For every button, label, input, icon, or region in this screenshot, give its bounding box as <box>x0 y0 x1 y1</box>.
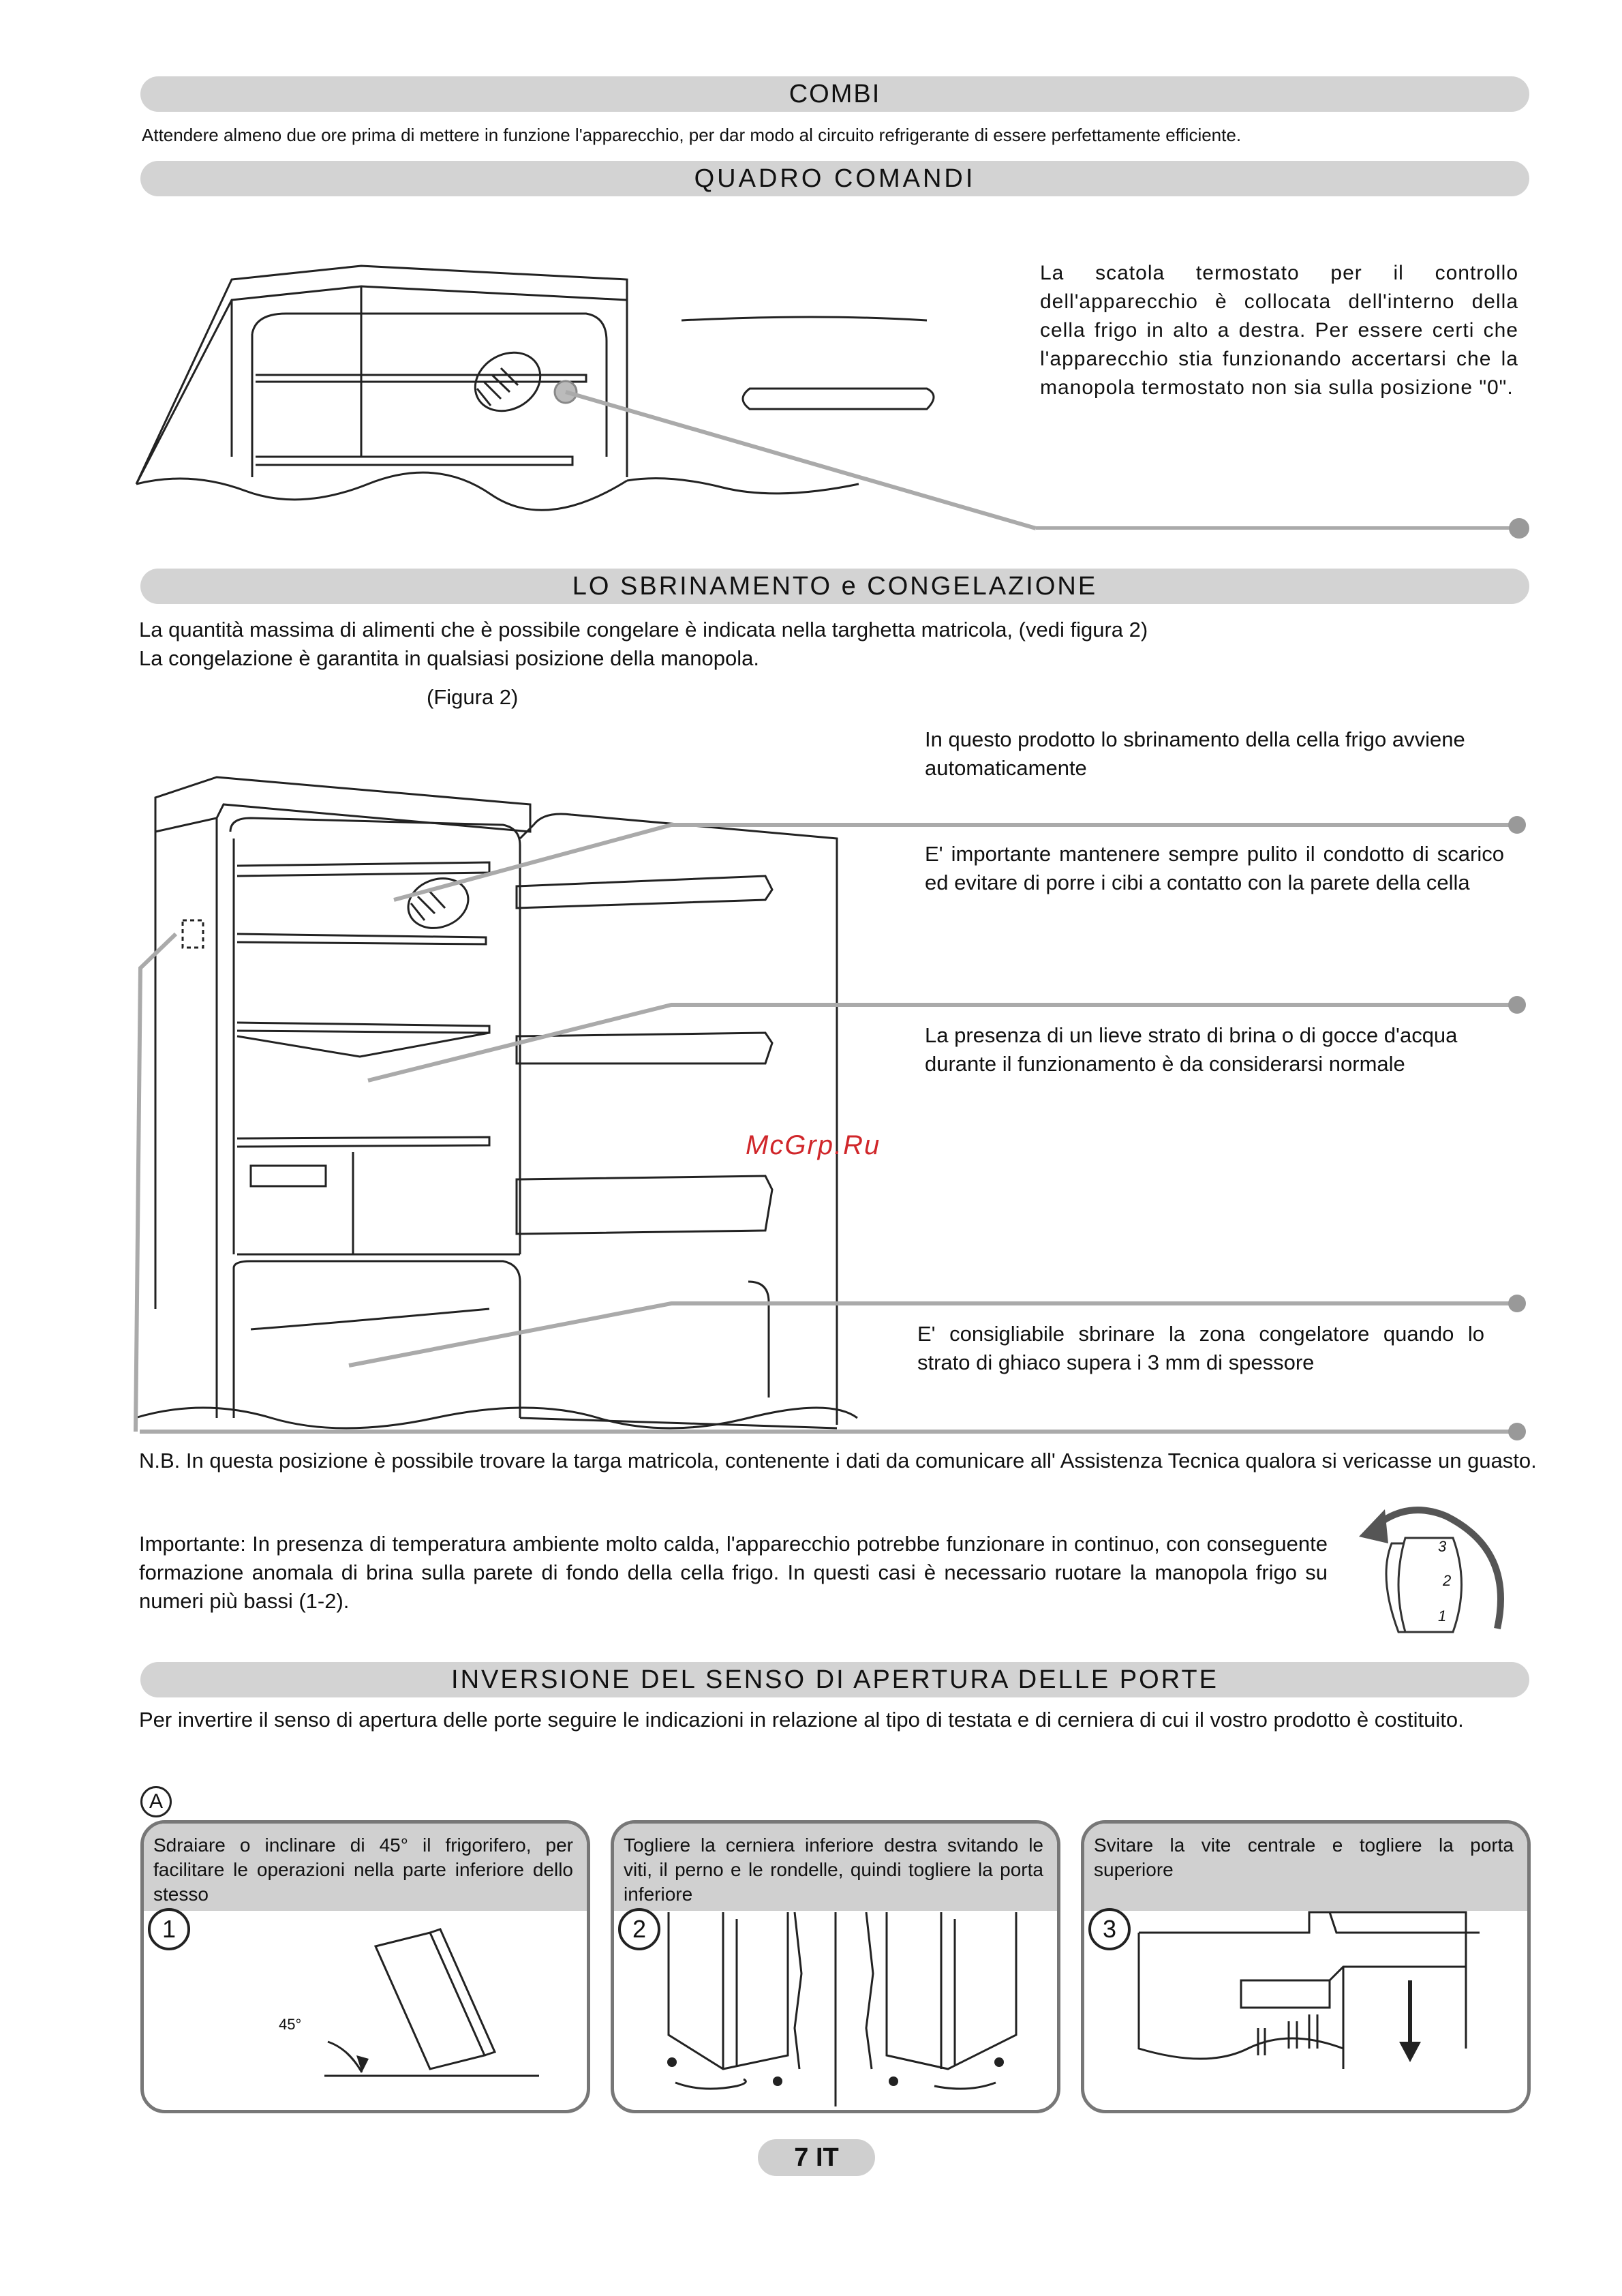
marker-a-label: A <box>149 1790 163 1813</box>
inversione-title: INVERSIONE DEL SENSO DI APERTURA DELLE PORTE <box>451 1665 1219 1694</box>
combi-title: COMBI <box>789 80 881 108</box>
step-1-illustration <box>144 1824 587 2110</box>
knob-number-2: 2 <box>1443 1572 1452 1589</box>
importante-text: Importante: In presenza di temperatura ambiente molto calda, l'apparecchio potrebbe funzionare in continuo, con conseguente formazione anomala di brina sulla parete di fondo della cella frigo. In questi casi è necessario ruotare la manopola frigo su numeri più bassi (1-2). <box>139 1532 1328 1613</box>
step-1-panel <box>140 1820 590 2113</box>
callout-congelatore: E' consigliabile sbrinare la zona congelatore quando lo strato di ghiaco supera i 3 mm di spessore <box>917 1322 1484 1374</box>
callout-brina: La presenza di un lieve strato di brina o di gocce d'acqua durante il funzionamento è da considerarsi normale <box>925 1023 1458 1076</box>
step-3-panel <box>1081 1820 1531 2113</box>
callout-condotto-scarico: E' importante mantenere sempre pulito il condotto di scarico ed evitare di porre i cibi a contatto con la parete della cella <box>925 842 1504 894</box>
thermostat-knob-icon <box>1358 1496 1508 1639</box>
sbrinamento-intro-1: La quantità massima di alimenti che è possibile congelare è indicata nella targhetta matricola, (vedi figura 2) <box>139 618 1148 641</box>
sbrinamento-title: LO SBRINAMENTO e CONGELAZIONE <box>572 572 1098 601</box>
callout-sbrinamento-auto: In questo prodotto lo sbrinamento della cella frigo avviene automaticamente <box>925 727 1465 780</box>
step-1-text: Sdraiare o inclinare di 45° il frigorifero, per facilitare le operazioni nella parte inferiore dello stesso <box>144 1824 587 1911</box>
step-2-text: Togliere la cerniera inferiore destra svitando le viti, il perno e le rondelle, quindi togliere la porta inferiore <box>614 1824 1057 1911</box>
knob-number-1: 1 <box>1438 1607 1447 1625</box>
section-title-inversione <box>140 1662 1529 1697</box>
inversione-text: Per invertire il senso di apertura delle porte seguire le indicazioni in relazione al tipo di testata e di cerniera di cui il vostro prodotto è costituito. <box>139 1708 1464 1732</box>
quadro-title: QUADRO COMANDI <box>694 164 976 193</box>
combi-text: Attendere almeno due ore prima di mettere in funzione l'apparecchio, per dar modo al circuito refrigerante di essere perfettamente efficiente. <box>142 125 1242 145</box>
figure-2-label: (Figura 2) <box>427 685 519 709</box>
step-2-panel <box>611 1820 1060 2113</box>
marker-a <box>140 1786 172 1817</box>
step-2-illustration <box>614 1824 1057 2110</box>
quadro-text: La scatola termostato per il controllo dell'apparecchio è collocata dell'interno della cella frigo in alto a destra. Per essere certi che l'apparecchio stia funzionando accertarsi che la manopola termostato non sia sulla posizione "0". <box>1040 262 1518 399</box>
knob-number-3: 3 <box>1438 1538 1447 1555</box>
watermark: McGrp.Ru <box>746 1130 881 1160</box>
nb-text: N.B. In questa posizione è possibile trovare la targa matricola, contenente i dati da comunicare all' Assistenza Tecnica qualora si vericasse un guasto. <box>139 1449 1537 1472</box>
step-3-text: Svitare la vite centrale e togliere la porta superiore <box>1084 1824 1527 1911</box>
step-1-angle-label: 45° <box>279 2016 302 2033</box>
step-2-number: 2 <box>618 1908 660 1950</box>
step-3-number: 3 <box>1088 1908 1131 1950</box>
sbrinamento-intro-2: La congelazione è garantita in qualsiasi posizione della manopola. <box>139 646 759 670</box>
page-number: 7 IT <box>758 2139 875 2176</box>
step-1-number: 1 <box>148 1908 190 1950</box>
step-3-illustration <box>1084 1824 1527 2110</box>
